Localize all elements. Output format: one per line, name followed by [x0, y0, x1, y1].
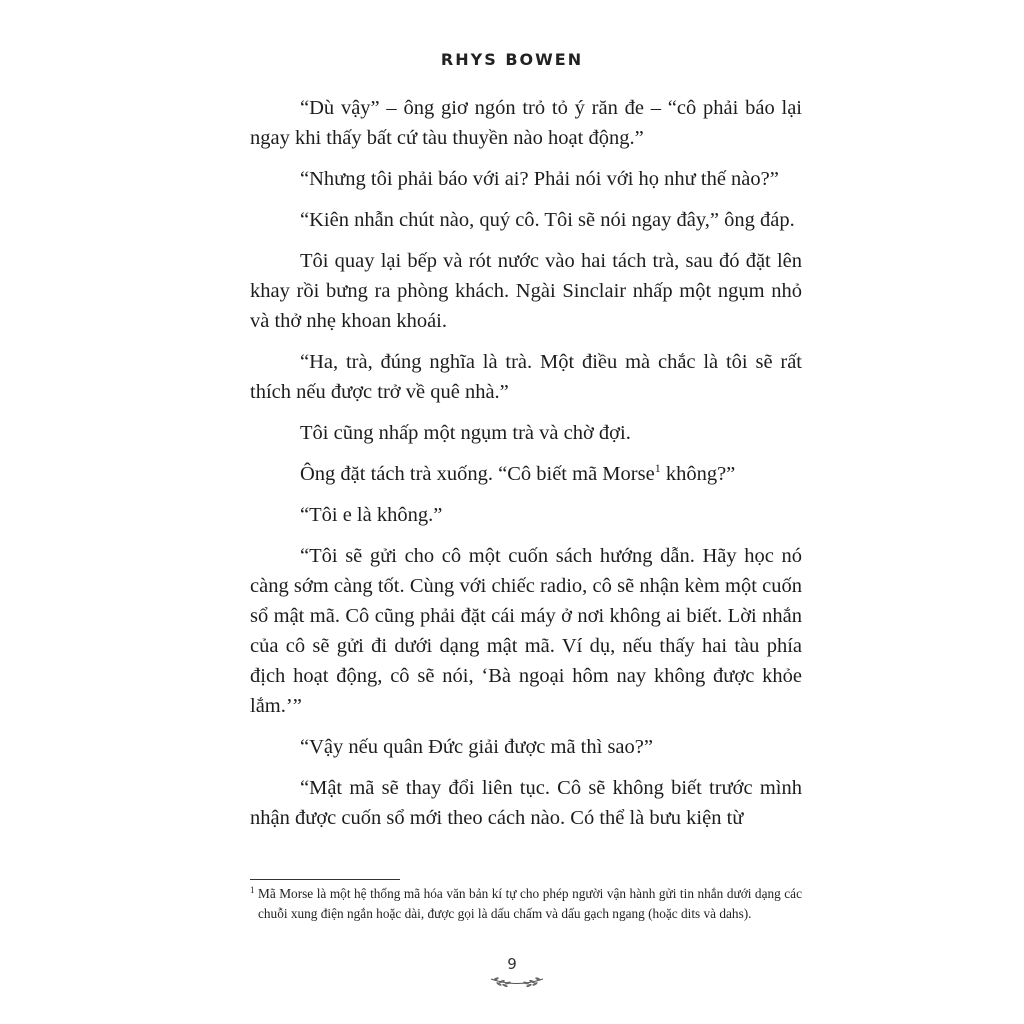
- paragraph: Tôi cũng nhấp một ngụm trà và chờ đợi.: [300, 422, 631, 444]
- paragraph: “Mật mã sẽ thay đổi liên tục. Cô sẽ không biết trước mình nhận được cuốn sổ mới theo cách nào. Có thể là bưu kiện từ: [250, 777, 802, 829]
- footnote-text: Mã Morse là một hệ thống mã hóa văn bản kí tự cho phép người vận hành gửi tin nhắn dưới dạng các chuỗi xung điện ngắn hoặc dài, được gọi là dấu chấm và dấu gạch ngang (hoặc dits và dahs).: [258, 886, 802, 921]
- paragraph-text: Ông đặt tách trà xuống. “Cô biết mã Morse: [300, 463, 655, 485]
- paragraph-with-footnote: [250, 459, 802, 489]
- footnote-rule: [250, 879, 400, 880]
- running-head: RHYS BOWEN: [440, 50, 584, 69]
- paragraph: “Vậy nếu quân Đức giải được mã thì sao?”: [300, 736, 653, 758]
- paragraph: “Ha, trà, đúng nghĩa là trà. Một điều mà chắc là tôi sẽ rất thích nếu được trở về quê nhà.”: [250, 351, 802, 403]
- paragraph: “Tôi sẽ gửi cho cô một cuốn sách hướng dẫn. Hãy học nó càng sớm càng tốt. Cùng với chiếc radio, cô sẽ nhận kèm một cuốn sổ mật mã. Cô cũng phải đặt cái máy ở nơi không ai biết. Lời nhắn của cô sẽ gửi đi dưới dạng mật mã. Ví dụ, nếu thấy hai tàu phía địch hoạt động, cô sẽ nói, ‘Bà ngoại hôm nay không được khỏe lắm.’”: [250, 545, 802, 717]
- footnote-reference: 1: [654, 461, 661, 476]
- laurel-ornament-icon: [487, 973, 547, 991]
- paragraph: “Dù vậy” – ông giơ ngón trỏ tỏ ý răn đe – “cô phải báo lại ngay khi thấy bất cứ tàu thuyền nào hoạt động.”: [250, 97, 802, 149]
- page-number: 9: [507, 955, 517, 973]
- paragraph-text-tail: không?”: [665, 463, 736, 485]
- paragraph: “Tôi e là không.”: [300, 504, 443, 526]
- footnote: [250, 884, 802, 923]
- paragraph: Tôi quay lại bếp và rót nước vào hai tách trà, sau đó đặt lên khay rồi bưng ra phòng khách. Ngài Sinclair nhấp một ngụm nhỏ và thở nhẹ khoan khoái.: [250, 250, 802, 332]
- body-text: [250, 93, 802, 844]
- footnote-number: 1: [250, 885, 255, 895]
- paragraph: “Nhưng tôi phải báo với ai? Phải nói với họ như thế nào?”: [300, 168, 779, 190]
- paragraph: “Kiên nhẫn chút nào, quý cô. Tôi sẽ nói ngay đây,” ông đáp.: [300, 209, 795, 231]
